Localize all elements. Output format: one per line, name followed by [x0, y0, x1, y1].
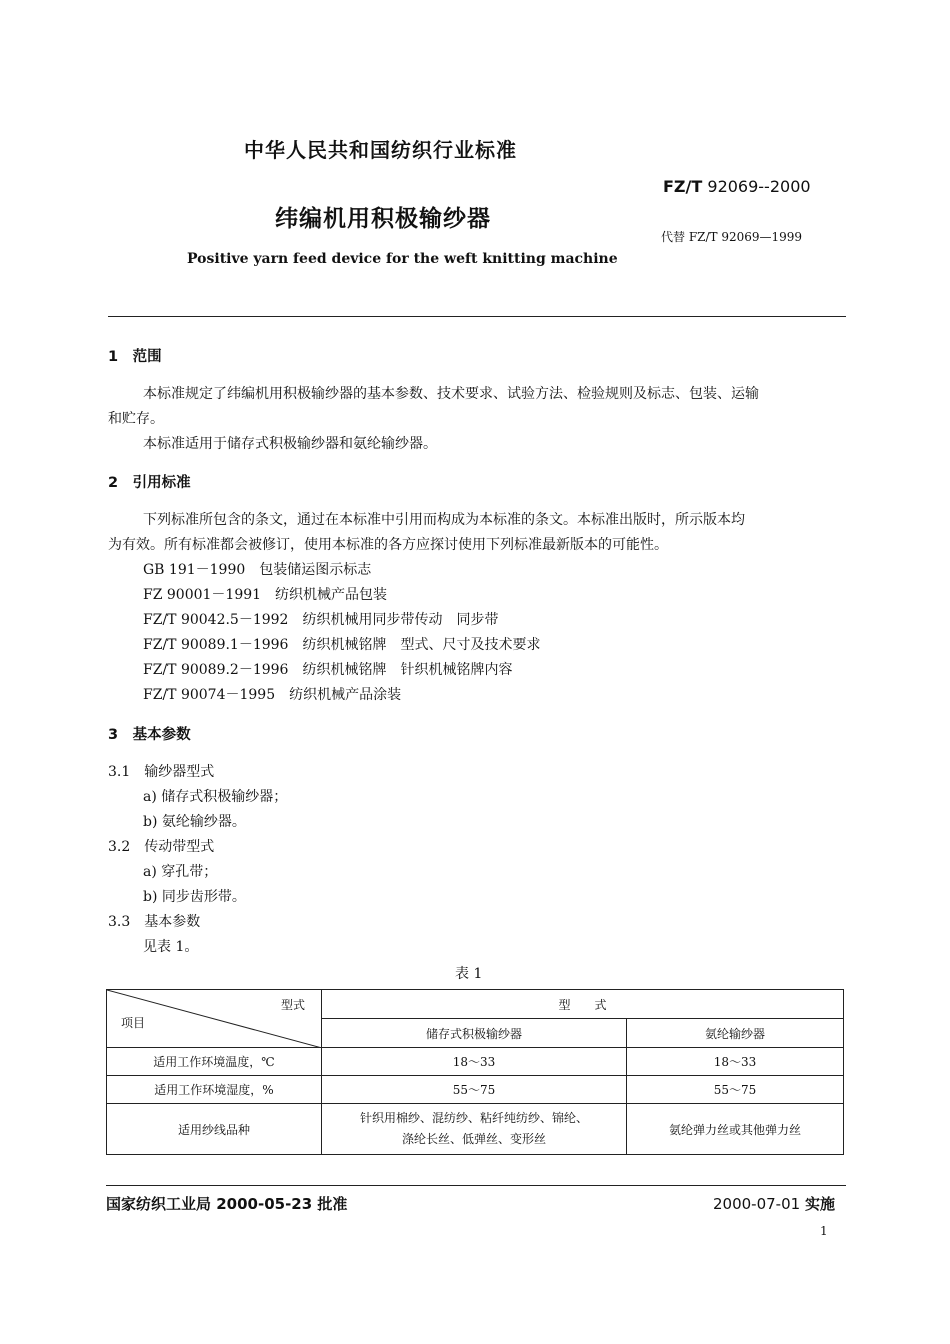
section-2-para-line1: 下列标准所包含的条文，通过在本标准中引用而构成为本标准的条文。本标准出版时，所示版本均 [143, 512, 745, 528]
section-1-para1-line2: 和贮存。 [108, 411, 164, 427]
reference-item: GB 191－1990 包装储运图示标志 [143, 562, 372, 578]
clause-3-1: 3.1 输纱器型式 [108, 764, 215, 780]
clause-3-1-b: b) 氨纶输纱器。 [143, 814, 246, 830]
clause-3-1-a: a) 储存式积极输纱器； [143, 789, 288, 805]
table-cell [322, 1104, 627, 1155]
footer-divider [106, 1185, 846, 1186]
corner-header-item: 项目 [121, 1016, 146, 1030]
implementation-date: 2000-07-01 [713, 1195, 805, 1213]
replaces-standard: 代替 FZ/T 92069—1999 [661, 230, 803, 244]
english-title: Positive yarn feed device for the weft knitting machine [187, 251, 618, 267]
table-cell: 55～75 [322, 1076, 627, 1104]
parameter-table [106, 989, 844, 1155]
section-1-para2: 本标准适用于储存式积极输纱器和氨纶输纱器。 [143, 436, 437, 452]
table-cell: 55～75 [627, 1076, 844, 1104]
cell-line: 涤纶长丝、低弹丝、变形丝 [401, 1132, 546, 1146]
implementation-label: 实施 [804, 1195, 835, 1213]
table-row [107, 1076, 844, 1104]
standard-number: 92069--2000 [702, 177, 811, 196]
row-label: 适用工作环境温度，℃ [107, 1048, 322, 1076]
table-caption: 表 1 [455, 966, 483, 982]
column-header: 氨纶输纱器 [627, 1019, 844, 1048]
section-3-heading: 3 基本参数 [108, 727, 191, 743]
standard-code [663, 177, 811, 196]
group-header: 型 式 [322, 990, 844, 1019]
section-1-heading: 1 范围 [108, 349, 162, 365]
reference-item: FZ/T 90074－1995 纺织机械产品涂装 [143, 687, 402, 703]
reference-item: FZ/T 90089.1－1996 纺织机械铭牌 型式、尺寸及技术要求 [143, 637, 541, 653]
row-label: 适用工作环境湿度，% [107, 1076, 322, 1104]
clause-3-2-b: b) 同步齿形带。 [143, 889, 246, 905]
corner-header-type: 型式 [280, 998, 305, 1012]
column-header: 储存式积极输纱器 [322, 1019, 627, 1048]
table-cell: 18～33 [627, 1048, 844, 1076]
table-row [107, 1048, 844, 1076]
implementation-line [713, 1193, 835, 1214]
header-divider [108, 316, 846, 317]
cell-line: 针织用棉纱、混纺纱、粘纤纯纺纱、锦纶、 [359, 1111, 588, 1125]
standard-prefix: FZ/T [663, 177, 703, 196]
table-cell: 氨纶弹力丝或其他弹力丝 [627, 1104, 844, 1155]
organization-title: 中华人民共和国纺织行业标准 [244, 138, 517, 162]
document-title: 纬编机用积极输纱器 [275, 206, 491, 232]
clause-3-3-text: 见表 1。 [143, 939, 199, 955]
table-corner-cell [107, 990, 322, 1048]
reference-item: FZ/T 90042.5－1992 纺织机械用同步带传动 同步带 [143, 612, 499, 628]
reference-item: FZ 90001－1991 纺织机械产品包装 [143, 587, 388, 603]
table-cell: 18～33 [322, 1048, 627, 1076]
row-label: 适用纱线品种 [107, 1104, 322, 1155]
clause-3-2-a: a) 穿孔带； [143, 864, 218, 880]
section-1-para1-line1: 本标准规定了纬编机用积极输纱器的基本参数、技术要求、试验方法、检验规则及标志、包装、运输 [143, 386, 759, 402]
clause-3-2: 3.2 传动带型式 [108, 839, 215, 855]
table-row [107, 1104, 844, 1155]
page-number: 1 [820, 1224, 828, 1238]
section-2-heading: 2 引用标准 [108, 475, 191, 491]
clause-3-3: 3.3 基本参数 [108, 914, 201, 930]
reference-item: FZ/T 90089.2－1996 纺织机械铭牌 针织机械铭牌内容 [143, 662, 513, 678]
section-2-para-line2: 为有效。所有标准都会被修订，使用本标准的各方应探讨使用下列标准最新版本的可能性。 [108, 537, 668, 553]
approval-line: 国家纺织工业局 2000-05-23 批准 [106, 1195, 348, 1213]
